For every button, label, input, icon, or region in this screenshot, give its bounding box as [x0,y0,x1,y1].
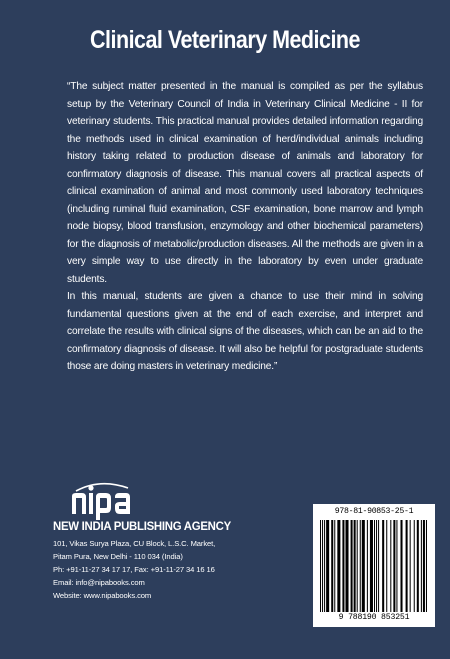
barcode-bar [417,520,419,612]
barcode-bar [322,520,323,612]
blurb-paragraph-1: “The subject matter presented in the manual is compiled as per the syllabus setup by the Veterinary Council of India in Veterinary Clinical Medicine - II for veterinary students. This practical manual provides detailed information regarding the methods used in clinical examination of herd/individual animals including history taking related to production disease of animals and laboratory for confirmatory diagnosis of disease. This manual covers all practical aspects of clinical examination of animal and most commonly used laboratory techniques (including ruminal fluid examination, CSF examination, bone marrow and lymph node biopsy, blood transfusion, enzymology and other biochemical parameters) for the diagnosis of metabolic/production diseases. All the methods are given in a very simple way to use directly in the laboratory by even under graduate students. [67,81,423,285]
publisher-info [53,519,313,602]
book-title: Clinical Veterinary Medicine [90,26,360,54]
publisher-website: Website: www.nipabooks.com [53,591,152,600]
barcode-bar [345,520,348,612]
publisher-email: Email: info@nipabooks.com [53,578,145,587]
barcode-digits: 9 788190 853251 [338,613,410,622]
barcode-bar [374,520,375,612]
barcode-bar [360,520,361,612]
publisher-address-line1: 101, Vikas Surya Plaza, CU Block, L.S.C. Market, [53,539,216,548]
barcode-bar [320,520,321,612]
barcode-bar [354,520,356,612]
publisher-phone: Ph: +91-11-27 34 17 17, Fax: +91-11-27 34 16 16 [53,565,215,574]
isbn-text: 978-81-90853-25-1 [334,507,414,516]
barcode-bar [337,520,340,612]
barcode-bar [423,520,425,612]
barcode-bar [410,520,411,612]
barcode-bar [406,520,408,612]
barcode-bar [378,520,379,612]
barcode-bar [421,520,422,612]
barcode-bar [351,520,353,612]
nipa-logo [70,482,140,520]
barcode-bar [386,520,387,612]
nipa-logo-icon [70,482,140,520]
blurb-paragraph-2: In this manual, students are given a chance to use their mind in solving fundamental questions given at the end of each exercise, and interpret and correlate the results with clinical signs of the diseases, which can be an aid to the confirmatory diagnosis of disease. It will also be helpful for postgraduate students those are doing masters in veterinary medicine.” [67,291,423,372]
isbn-barcode [313,504,435,627]
publisher-address-line2: Pitam Pura, New Delhi - 110 034 (India) [53,552,183,561]
barcode-bar [393,520,395,612]
barcode-bar [342,520,344,612]
barcode-bar [426,520,427,612]
blurb-text [67,78,423,376]
barcode-bar [414,520,415,612]
barcode-bar [362,520,365,612]
barcode-bars [320,520,428,612]
barcode-bar [370,520,373,612]
barcode-bar [376,520,377,612]
barcode-bar [324,520,325,612]
barcode-bar [326,520,329,612]
barcode-bar [390,520,391,612]
barcode-bar [334,520,335,612]
barcode-bar [357,520,358,612]
barcode-bar [367,520,368,612]
barcode-bar [382,520,384,612]
barcode-bar [331,520,333,612]
barcode-bar [396,520,397,612]
barcode-bar [400,520,402,612]
publisher-name: NEW INDIA PUBLISHING AGENCY [53,519,231,533]
